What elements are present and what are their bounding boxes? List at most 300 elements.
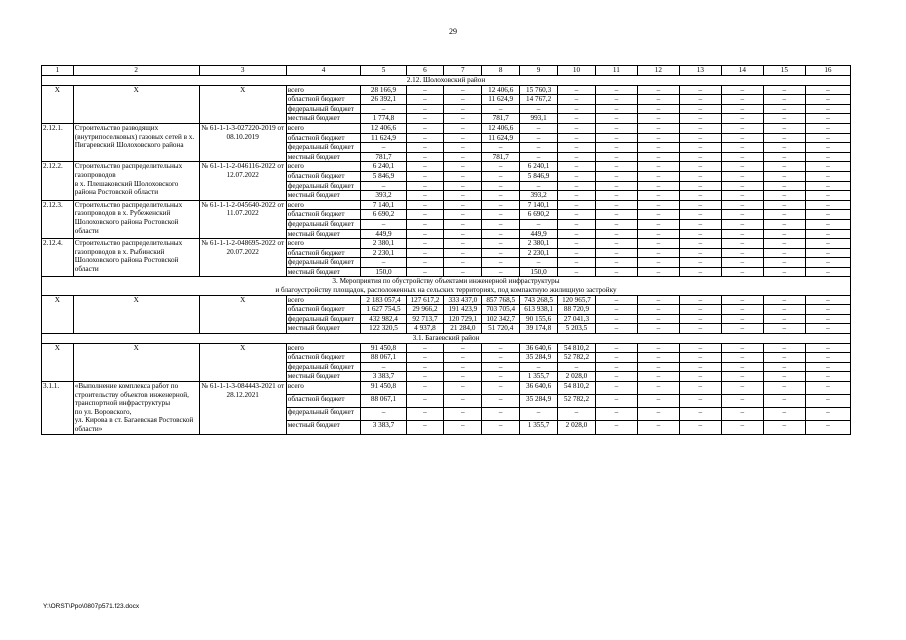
amount-cell: 4 937,8 (406, 324, 444, 334)
amount-cell: – (637, 395, 679, 408)
amount-cell: – (520, 133, 558, 143)
item-number: 3.1.1. (42, 382, 74, 435)
amount-cell: – (679, 258, 721, 268)
amount-cell: – (763, 162, 805, 172)
column-number: 7 (444, 66, 482, 76)
amount-cell: – (406, 210, 444, 220)
amount-cell: 150,0 (520, 267, 558, 277)
amount-cell: – (763, 181, 805, 191)
amount-cell: – (763, 95, 805, 105)
amount-cell: – (444, 372, 482, 382)
amount-cell: – (595, 343, 637, 353)
column-number: 14 (721, 66, 763, 76)
amount-cell: 35 284,9 (520, 395, 558, 408)
amount-cell: – (444, 143, 482, 153)
table-row (42, 382, 851, 395)
amount-cell: – (637, 248, 679, 258)
amount-cell: – (805, 210, 850, 220)
funding-source: местный бюджет (286, 324, 361, 334)
amount-cell: – (679, 421, 721, 434)
amount-cell: – (361, 362, 406, 372)
amount-cell: – (763, 314, 805, 324)
amount-cell: – (444, 421, 482, 434)
amount-cell: – (805, 162, 850, 172)
amount-cell: – (520, 181, 558, 191)
amount-cell: – (406, 267, 444, 277)
amount-cell: – (763, 353, 805, 363)
amount-cell: – (763, 372, 805, 382)
amount-cell: 11 624,9 (482, 133, 520, 143)
column-number: 2 (73, 66, 199, 76)
amount-cell: 11 624,9 (361, 133, 406, 143)
column-number: 9 (520, 66, 558, 76)
column-number: 12 (637, 66, 679, 76)
amount-cell: 613 938,1 (520, 305, 558, 315)
item-name: Строительство распределительных газопроводов в х. Рыбинский Шолоховского района Ростовской области (73, 239, 199, 277)
amount-cell: – (595, 314, 637, 324)
column-number: 11 (595, 66, 637, 76)
amount-cell: 703 705,4 (482, 305, 520, 315)
amount-cell: – (637, 362, 679, 372)
amount-cell: – (805, 95, 850, 105)
amount-cell: – (406, 95, 444, 105)
amount-cell: – (520, 123, 558, 133)
item-name: Строительство распределительных газопроводов в х. Плешаковский Шолоховского района Ростовской области (73, 162, 199, 200)
amount-cell: 1 355,7 (520, 372, 558, 382)
amount-cell: – (406, 258, 444, 268)
table-row (42, 85, 851, 95)
amount-cell: – (805, 343, 850, 353)
amount-cell: – (482, 343, 520, 353)
amount-cell: – (444, 267, 482, 277)
funding-source: областной бюджет (286, 305, 361, 315)
amount-cell: 3 383,7 (361, 372, 406, 382)
item-number: 2.12.1. (42, 123, 74, 161)
amount-cell: – (520, 143, 558, 153)
amount-cell: 12 406,6 (361, 123, 406, 133)
amount-cell: – (763, 324, 805, 334)
amount-cell: – (444, 239, 482, 249)
amount-cell: – (721, 114, 763, 124)
item-document: Х (199, 295, 286, 333)
amount-cell: – (679, 104, 721, 114)
amount-cell: – (482, 382, 520, 395)
amount-cell: 6 690,2 (520, 210, 558, 220)
amount-cell: 3 383,7 (361, 421, 406, 434)
amount-cell: – (805, 191, 850, 201)
amount-cell: – (595, 421, 637, 434)
amount-cell: – (721, 258, 763, 268)
funding-source: всего (286, 382, 361, 395)
amount-cell: – (637, 152, 679, 162)
amount-cell: – (558, 210, 596, 220)
amount-cell: – (595, 104, 637, 114)
amount-cell: – (679, 133, 721, 143)
amount-cell: – (637, 267, 679, 277)
column-number-row (42, 66, 851, 76)
section-title: 3. Мероприятия по обустройству объектами инженерной инфраструктуры и благоустройству площадок, расположенных на сельских территориях, под компактную жилищную застройку (42, 277, 851, 295)
funding-source: областной бюджет (286, 395, 361, 408)
amount-cell: – (721, 143, 763, 153)
amount-cell: 432 982,4 (361, 314, 406, 324)
amount-cell: 191 423,9 (444, 305, 482, 315)
amount-cell: – (595, 210, 637, 220)
amount-cell: – (595, 114, 637, 124)
funding-source: местный бюджет (286, 229, 361, 239)
amount-cell: – (482, 421, 520, 434)
amount-cell: – (406, 200, 444, 210)
amount-cell: – (406, 104, 444, 114)
amount-cell: – (558, 229, 596, 239)
amount-cell: 91 450,8 (361, 382, 406, 395)
amount-cell: – (595, 95, 637, 105)
amount-cell: – (679, 85, 721, 95)
column-number: 3 (199, 66, 286, 76)
amount-cell: – (763, 219, 805, 229)
funding-source: местный бюджет (286, 114, 361, 124)
amount-cell: – (721, 408, 763, 421)
amount-cell: – (763, 382, 805, 395)
amount-cell: 2 380,1 (361, 239, 406, 249)
item-document: № 61-1-1-3-084443-2021 от 28.12.2021 (199, 382, 286, 435)
amount-cell: – (637, 104, 679, 114)
amount-cell: – (805, 258, 850, 268)
amount-cell: – (482, 191, 520, 201)
amount-cell: – (444, 382, 482, 395)
amount-cell: – (805, 219, 850, 229)
amount-cell: 27 041,3 (558, 314, 596, 324)
amount-cell: – (444, 152, 482, 162)
section-row (42, 76, 851, 86)
amount-cell: 449,9 (361, 229, 406, 239)
amount-cell: 6 240,1 (520, 162, 558, 172)
amount-cell: – (406, 133, 444, 143)
amount-cell: – (805, 239, 850, 249)
item-number: Х (42, 85, 74, 123)
amount-cell: – (763, 421, 805, 434)
amount-cell: – (406, 152, 444, 162)
amount-cell: – (763, 114, 805, 124)
amount-cell: – (763, 295, 805, 305)
amount-cell: – (805, 133, 850, 143)
funding-source: федеральный бюджет (286, 362, 361, 372)
funding-source: федеральный бюджет (286, 258, 361, 268)
amount-cell: – (805, 123, 850, 133)
amount-cell: – (595, 162, 637, 172)
table-row (42, 200, 851, 210)
amount-cell: 393,2 (361, 191, 406, 201)
amount-cell: – (482, 267, 520, 277)
amount-cell: – (637, 219, 679, 229)
amount-cell: – (679, 305, 721, 315)
amount-cell: – (558, 162, 596, 172)
amount-cell: 36 640,6 (520, 382, 558, 395)
amount-cell: 21 284,0 (444, 324, 482, 334)
amount-cell: – (805, 181, 850, 191)
amount-cell: – (444, 104, 482, 114)
amount-cell: – (558, 219, 596, 229)
amount-cell: – (406, 408, 444, 421)
amount-cell: – (679, 362, 721, 372)
amount-cell: – (444, 353, 482, 363)
amount-cell: 333 437,0 (444, 295, 482, 305)
amount-cell: – (482, 181, 520, 191)
amount-cell: – (558, 114, 596, 124)
column-number: 1 (42, 66, 74, 76)
amount-cell: – (721, 362, 763, 372)
amount-cell: 6 240,1 (361, 162, 406, 172)
item-number: 2.12.2. (42, 162, 74, 200)
section-title: 3.1. Багаевский район (42, 334, 851, 344)
amount-cell: – (637, 295, 679, 305)
amount-cell: 122 320,5 (361, 324, 406, 334)
amount-cell: – (637, 171, 679, 181)
funding-source: местный бюджет (286, 421, 361, 434)
amount-cell: 90 155,6 (520, 314, 558, 324)
amount-cell: – (721, 85, 763, 95)
amount-cell: – (444, 210, 482, 220)
item-document: № 61-1-1-3-027220-2019 от 08.10.2019 (199, 123, 286, 161)
funding-source: всего (286, 200, 361, 210)
amount-cell: – (444, 181, 482, 191)
amount-cell: 5 846,9 (361, 171, 406, 181)
amount-cell: – (406, 343, 444, 353)
amount-cell: – (637, 210, 679, 220)
amount-cell: – (558, 95, 596, 105)
amount-cell: – (805, 295, 850, 305)
amount-cell: – (444, 395, 482, 408)
amount-cell: – (763, 408, 805, 421)
amount-cell: – (595, 143, 637, 153)
amount-cell: – (558, 133, 596, 143)
item-name: Строительство разводящих (внутрипоселковых) газовых сетей в х. Пигаревский Шолоховского района (73, 123, 199, 161)
amount-cell: – (520, 258, 558, 268)
file-path-footer: Y:\ORST\Ppo\0807p571.f23.docx (43, 603, 140, 610)
table-row (42, 239, 851, 249)
amount-cell: – (444, 171, 482, 181)
amount-cell: – (637, 314, 679, 324)
item-document: № 61-1-1-2-048695-2022 от 20.07.2022 (199, 239, 286, 277)
amount-cell: – (595, 258, 637, 268)
amount-cell: – (805, 305, 850, 315)
amount-cell: – (679, 353, 721, 363)
amount-cell: 120 965,7 (558, 295, 596, 305)
table-row (42, 295, 851, 305)
amount-cell: 29 966,2 (406, 305, 444, 315)
funding-source: федеральный бюджет (286, 314, 361, 324)
amount-cell: – (679, 210, 721, 220)
amount-cell: – (721, 372, 763, 382)
amount-cell: – (558, 171, 596, 181)
amount-cell: – (595, 324, 637, 334)
amount-cell: 88 720,9 (558, 305, 596, 315)
item-name: Х (73, 295, 199, 333)
amount-cell: – (595, 181, 637, 191)
amount-cell: – (558, 143, 596, 153)
funding-source: всего (286, 123, 361, 133)
amount-cell: 51 720,4 (482, 324, 520, 334)
amount-cell: 12 406,6 (482, 123, 520, 133)
amount-cell: – (763, 191, 805, 201)
amount-cell: – (805, 314, 850, 324)
amount-cell: – (595, 123, 637, 133)
amount-cell: 993,1 (520, 114, 558, 124)
amount-cell: – (805, 114, 850, 124)
amount-cell: – (721, 133, 763, 143)
amount-cell: 5 203,5 (558, 324, 596, 334)
amount-cell: – (406, 229, 444, 239)
amount-cell: – (679, 382, 721, 395)
amount-cell: – (444, 362, 482, 372)
amount-cell: – (595, 408, 637, 421)
amount-cell: – (805, 353, 850, 363)
amount-cell: – (805, 104, 850, 114)
amount-cell: – (721, 295, 763, 305)
amount-cell: – (763, 343, 805, 353)
amount-cell: – (805, 171, 850, 181)
amount-cell: – (721, 200, 763, 210)
amount-cell: – (482, 104, 520, 114)
item-number: 2.12.4. (42, 239, 74, 277)
amount-cell: – (444, 133, 482, 143)
column-number: 10 (558, 66, 596, 76)
column-number: 13 (679, 66, 721, 76)
amount-cell: – (637, 229, 679, 239)
amount-cell: – (558, 362, 596, 372)
amount-cell: – (763, 258, 805, 268)
amount-cell: – (558, 123, 596, 133)
amount-cell: – (805, 248, 850, 258)
amount-cell: – (721, 382, 763, 395)
amount-cell: – (679, 324, 721, 334)
amount-cell: – (444, 191, 482, 201)
item-document: Х (199, 343, 286, 381)
amount-cell: – (482, 210, 520, 220)
amount-cell: – (558, 258, 596, 268)
amount-cell: – (721, 395, 763, 408)
amount-cell: – (595, 362, 637, 372)
amount-cell: – (637, 343, 679, 353)
item-number: 2.12.3. (42, 200, 74, 238)
amount-cell: – (721, 171, 763, 181)
amount-cell: 150,0 (361, 267, 406, 277)
amount-cell: – (595, 395, 637, 408)
amount-cell: – (679, 267, 721, 277)
amount-cell: – (482, 162, 520, 172)
amount-cell: 7 140,1 (361, 200, 406, 210)
amount-cell: – (679, 191, 721, 201)
amount-cell: – (763, 362, 805, 372)
amount-cell: – (406, 162, 444, 172)
amount-cell: 52 782,2 (558, 395, 596, 408)
amount-cell: – (721, 104, 763, 114)
amount-cell: – (763, 123, 805, 133)
amount-cell: – (444, 229, 482, 239)
amount-cell: – (595, 200, 637, 210)
amount-cell: – (444, 114, 482, 124)
amount-cell: 2 183 057,4 (361, 295, 406, 305)
amount-cell: 12 406,6 (482, 85, 520, 95)
amount-cell: – (361, 258, 406, 268)
amount-cell: – (482, 248, 520, 258)
column-number: 16 (805, 66, 850, 76)
amount-cell: – (721, 123, 763, 133)
amount-cell: – (721, 421, 763, 434)
amount-cell: – (595, 85, 637, 95)
amount-cell: 52 782,2 (558, 353, 596, 363)
amount-cell: – (763, 305, 805, 315)
column-number: 5 (361, 66, 406, 76)
amount-cell: – (444, 162, 482, 172)
amount-cell: – (679, 95, 721, 105)
item-name: Х (73, 85, 199, 123)
amount-cell: – (805, 152, 850, 162)
amount-cell: – (520, 152, 558, 162)
amount-cell: – (406, 114, 444, 124)
amount-cell: – (679, 295, 721, 305)
amount-cell: – (558, 191, 596, 201)
amount-cell: – (679, 171, 721, 181)
amount-cell: 5 846,9 (520, 171, 558, 181)
amount-cell: 2 380,1 (520, 239, 558, 249)
amount-cell: 781,7 (361, 152, 406, 162)
amount-cell: – (444, 219, 482, 229)
amount-cell: – (805, 421, 850, 434)
amount-cell: 2 230,1 (520, 248, 558, 258)
funding-source: федеральный бюджет (286, 104, 361, 114)
amount-cell: – (444, 408, 482, 421)
amount-cell: 127 617,2 (406, 295, 444, 305)
amount-cell: – (679, 162, 721, 172)
amount-cell: – (406, 395, 444, 408)
amount-cell: – (679, 181, 721, 191)
amount-cell: 393,2 (520, 191, 558, 201)
funding-source: местный бюджет (286, 152, 361, 162)
amount-cell: 1 774,8 (361, 114, 406, 124)
item-name: «Выполнение комплекса работ по строительству объектов инженерной, транспортной инфраструктуры по ул. Воровского, ул. Кирова в ст. Багаевская Ростовской области» (73, 382, 199, 435)
amount-cell: – (406, 85, 444, 95)
amount-cell: 88 067,1 (361, 395, 406, 408)
funding-source: областной бюджет (286, 133, 361, 143)
funding-source: областной бюджет (286, 353, 361, 363)
amount-cell: – (595, 191, 637, 201)
funding-source: областной бюджет (286, 95, 361, 105)
table-row (42, 162, 851, 172)
amount-cell: – (721, 95, 763, 105)
amount-cell: – (637, 353, 679, 363)
amount-cell: 449,9 (520, 229, 558, 239)
amount-cell: – (482, 239, 520, 249)
amount-cell: – (721, 248, 763, 258)
amount-cell: – (595, 353, 637, 363)
table-row (42, 343, 851, 353)
amount-cell: – (482, 200, 520, 210)
amount-cell: – (637, 181, 679, 191)
amount-cell: – (406, 372, 444, 382)
amount-cell: – (444, 200, 482, 210)
amount-cell: – (679, 143, 721, 153)
page-number: 29 (449, 27, 457, 36)
amount-cell: – (763, 210, 805, 220)
amount-cell: 743 268,5 (520, 295, 558, 305)
section-title: 2.12. Шолоховский район (42, 76, 851, 86)
amount-cell: 102 342,7 (482, 314, 520, 324)
amount-cell: – (721, 239, 763, 249)
amount-cell: – (805, 372, 850, 382)
funding-source: местный бюджет (286, 372, 361, 382)
amount-cell: – (805, 85, 850, 95)
amount-cell: – (482, 353, 520, 363)
